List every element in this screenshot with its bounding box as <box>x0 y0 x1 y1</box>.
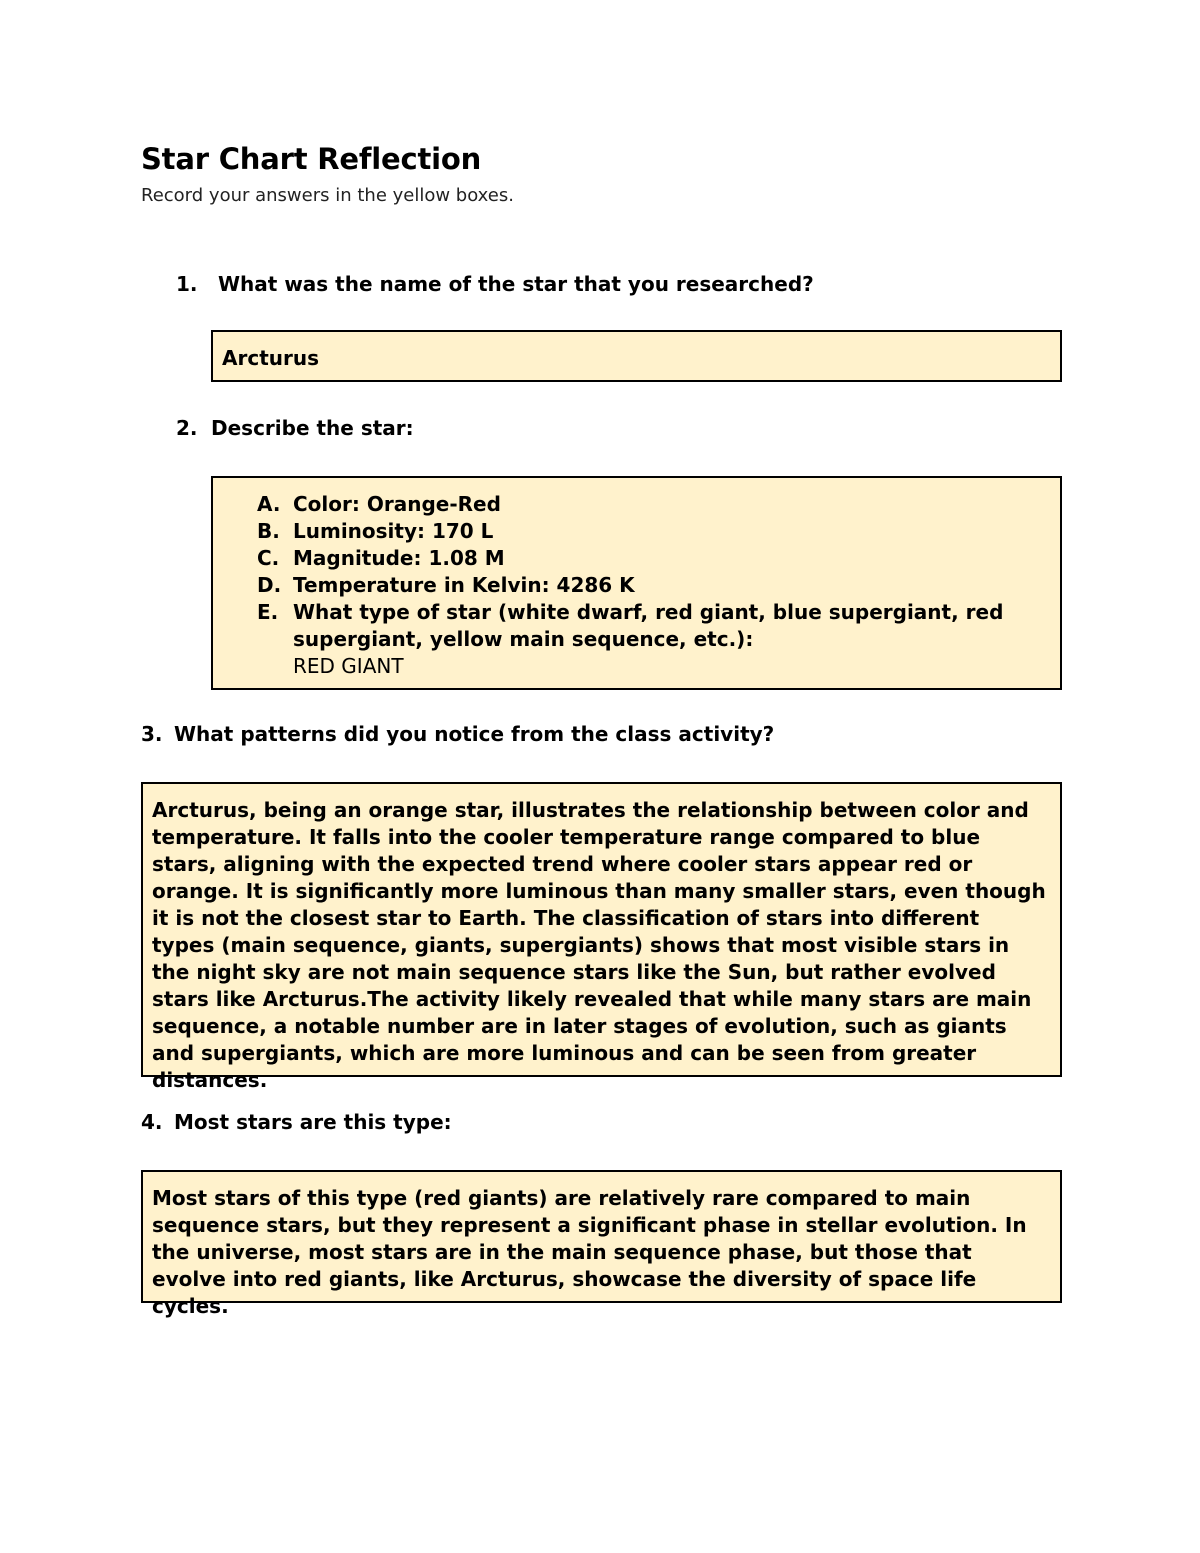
list-letter: D. <box>257 573 282 597</box>
question-number: 2. <box>176 416 198 440</box>
question-2 <box>176 416 414 440</box>
question-1 <box>176 272 814 296</box>
list-letter: B. <box>257 519 280 543</box>
list-item-text: Magnitude: 1.08 M <box>293 546 505 570</box>
question-text: Describe the star: <box>211 416 414 440</box>
answer-text: Arcturus, being an orange star, illustrates the relationship between color and temperature. It falls into the cooler temperature range compared to blue stars, aligning with the expected trend where cooler stars appear red or orange. It is significantly more luminous than many smaller stars, even though it is not the closest star to Earth. The classification of stars into different types (main sequence, giants, supergiants) shows that most visible stars in the night sky are not main sequence stars like the Sun, but rather evolved stars like Arcturus.The activity likely revealed that while many stars are main sequence, a notable number are in later stages of evolution, such as giants and supergiants, which are more luminous and can be seen from greater distances. <box>152 798 1046 1092</box>
question-number: 4. <box>141 1110 163 1134</box>
list-letter: C. <box>257 546 280 570</box>
list-item-color <box>213 491 1040 518</box>
list-item-luminosity <box>213 518 1040 545</box>
list-item-text: Luminosity: 170 L <box>293 519 494 543</box>
answer-box-2[interactable] <box>211 476 1062 690</box>
list-item-text: Temperature in Kelvin: 4286 K <box>293 573 635 597</box>
answer-text: Most stars of this type (red giants) are relatively rare compared to main sequence stars, but they represent a significant phase in stellar evolution. In the universe, most stars are in the main sequence phase, but those that evolve into red giants, like Arcturus, showcase the diversity of space life cycles. <box>152 1186 1027 1318</box>
question-text: Most stars are this type: <box>174 1110 452 1134</box>
list-item-temperature <box>213 572 1040 599</box>
answer-box-3[interactable] <box>141 782 1062 1092</box>
question-3 <box>141 722 774 746</box>
list-item-magnitude <box>213 545 1040 572</box>
list-letter: A. <box>257 492 281 516</box>
star-type-answer: RED GIANT <box>293 654 404 678</box>
list-item-text: What type of star (white dwarf, red giant, blue supergiant, red supergiant, yellow main sequence, etc.): <box>293 600 1004 651</box>
question-4 <box>141 1110 452 1134</box>
page-title: Star Chart Reflection <box>141 142 482 176</box>
list-letter: E. <box>257 600 279 624</box>
question-number: 1. <box>176 272 198 296</box>
question-text: What was the name of the star that you researched? <box>218 272 814 296</box>
star-description-list <box>213 491 1040 680</box>
list-item-text: Color: Orange-Red <box>293 492 501 516</box>
list-item-star-type <box>213 599 1040 680</box>
answer-box-1[interactable] <box>211 330 1062 382</box>
question-number: 3. <box>141 722 163 746</box>
answer-text: Arcturus <box>222 346 320 370</box>
page-instructions: Record your answers in the yellow boxes. <box>141 185 514 206</box>
answer-box-4[interactable] <box>141 1170 1062 1318</box>
question-text: What patterns did you notice from the class activity? <box>174 722 775 746</box>
